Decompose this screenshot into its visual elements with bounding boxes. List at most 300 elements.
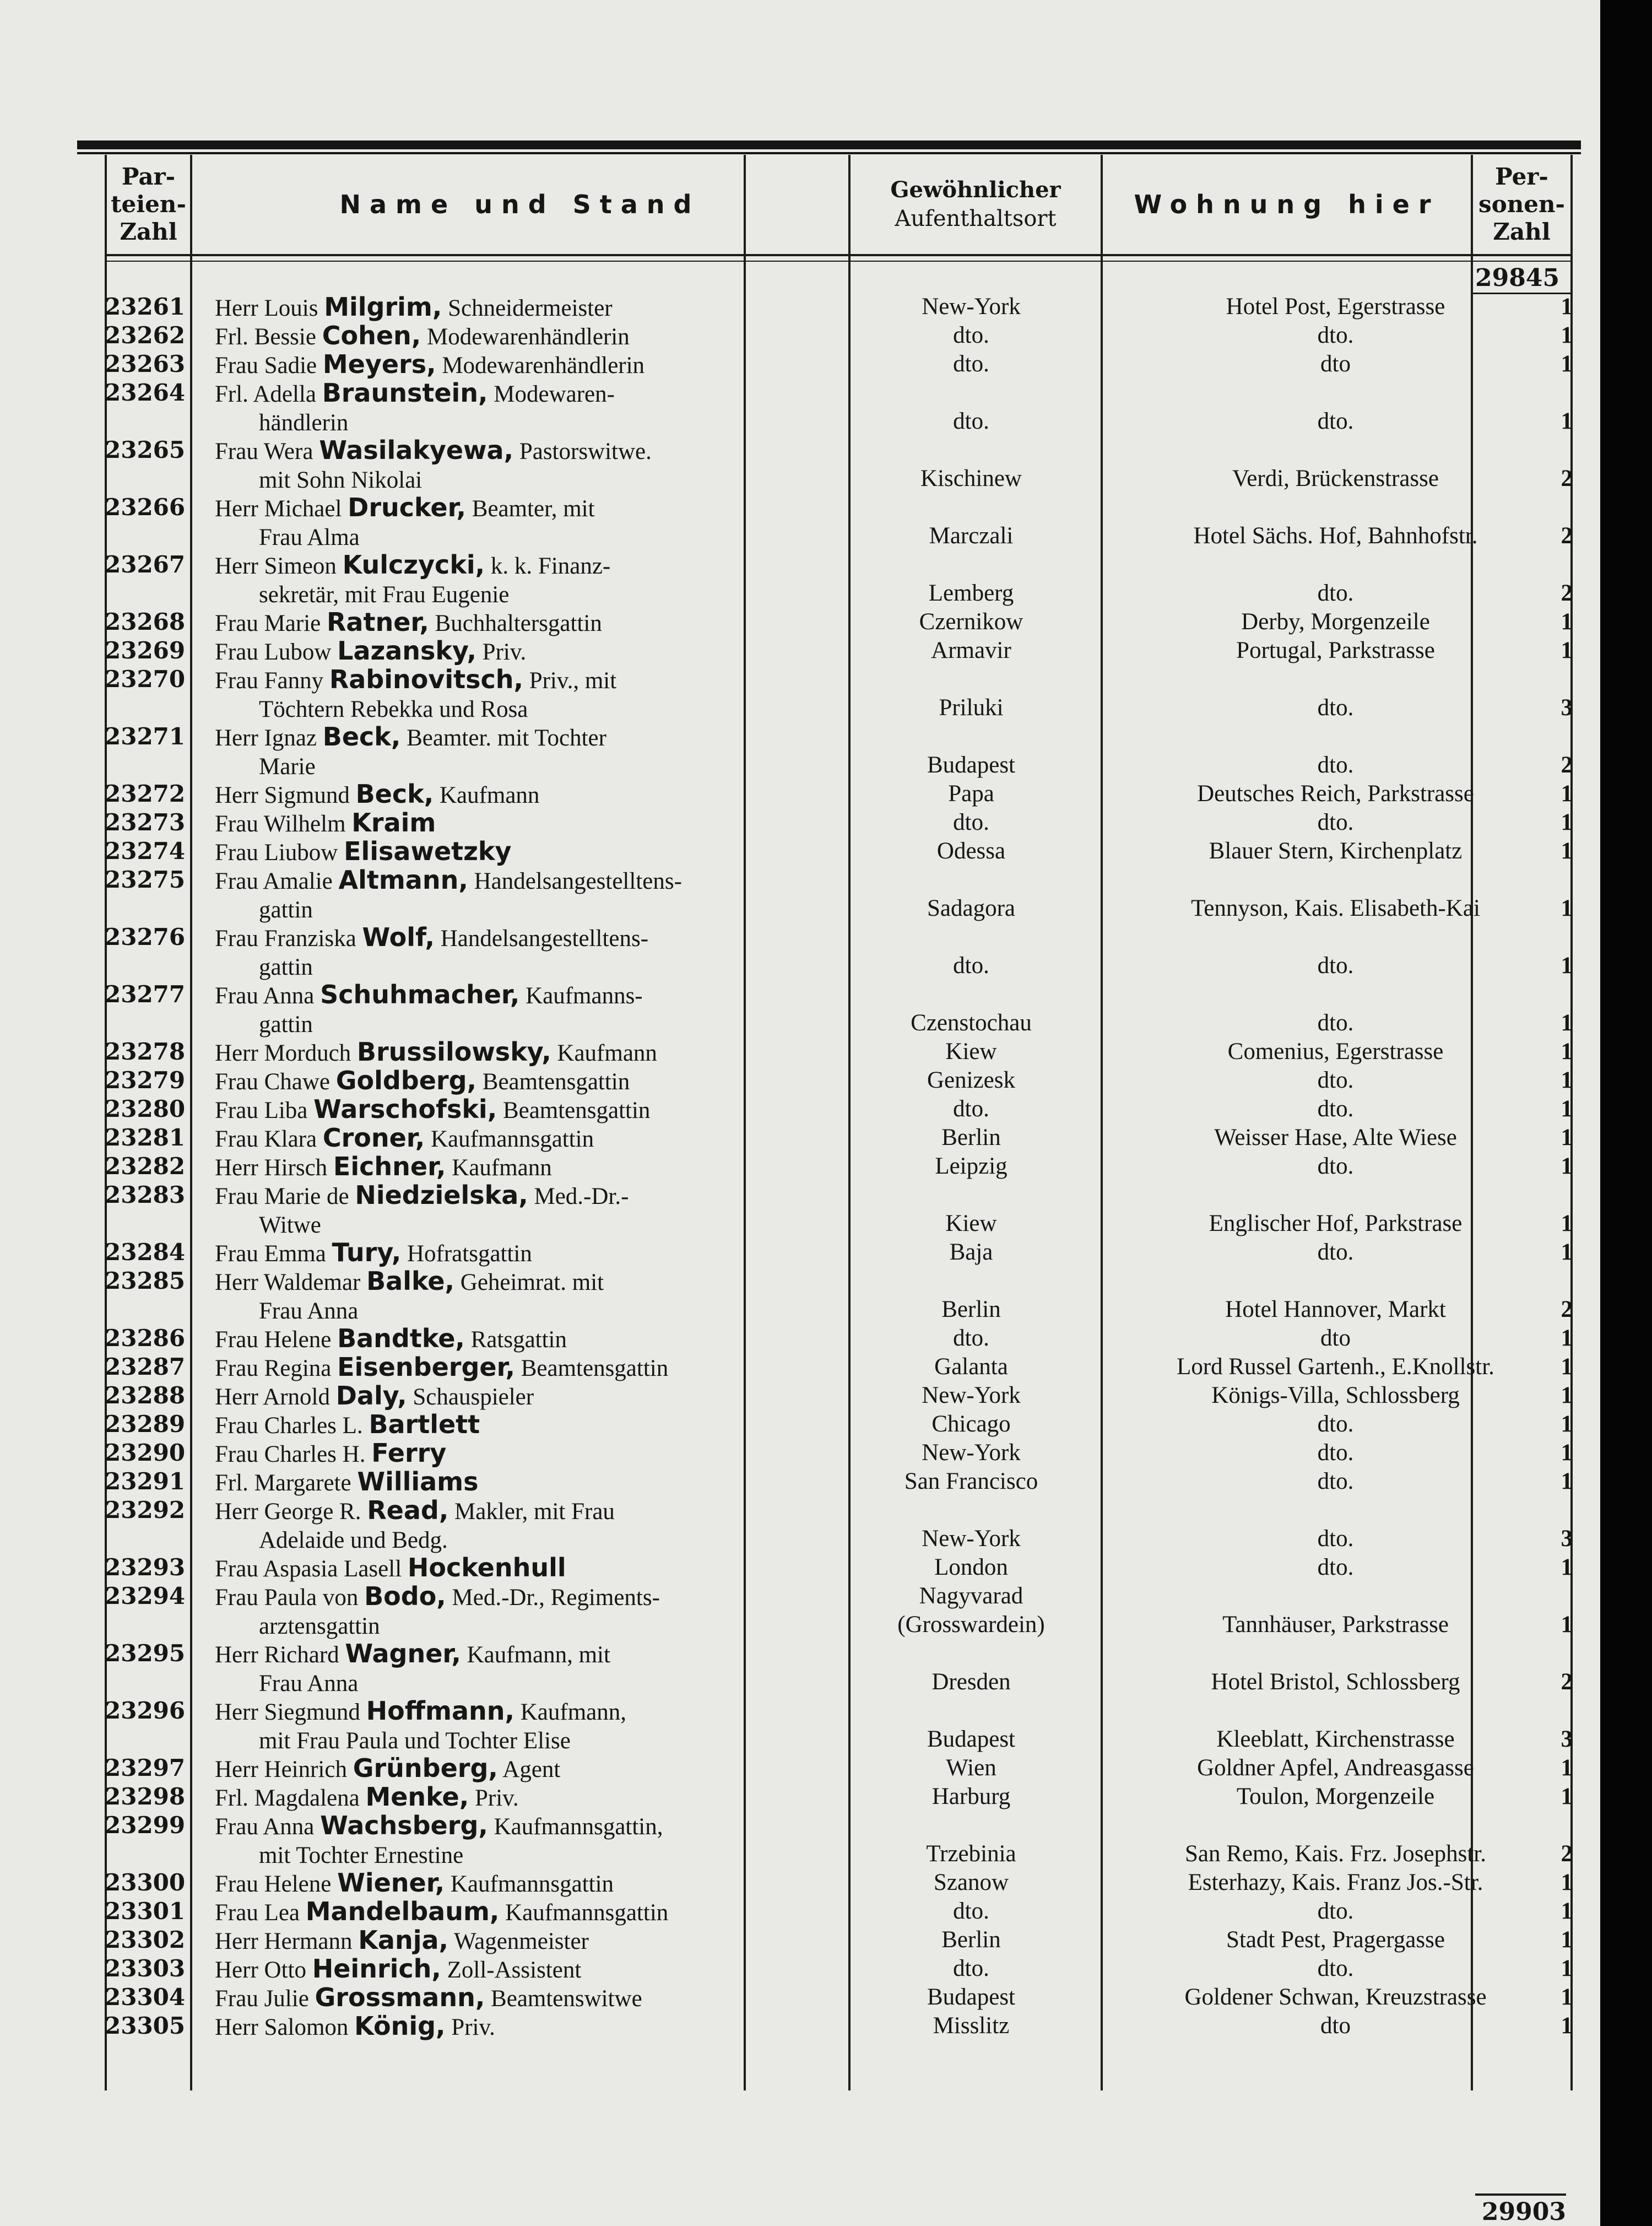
person-count: 1 xyxy=(1561,1898,1573,1924)
name-and-status xyxy=(215,1582,835,1641)
party-number: 23296 xyxy=(105,1697,186,1724)
guest-surname: Daly, xyxy=(335,1381,407,1411)
guest-occupation: Kaufmann xyxy=(439,782,540,808)
header-usual-residence: Gewöhnlicher Aufenthaltsort xyxy=(890,177,1061,231)
person-count: 2 xyxy=(1561,523,1573,549)
party-number: 23270 xyxy=(105,666,186,693)
lodging-address: dto. xyxy=(1317,1468,1354,1494)
guest-occupation: Ratsgattin xyxy=(470,1327,567,1353)
table-row xyxy=(105,1381,1573,1410)
table-row xyxy=(105,350,1573,379)
person-count: 1 xyxy=(1561,953,1573,979)
carry-over-total: 29845 xyxy=(1475,264,1560,292)
lodging-address: Comenius, Egerstrasse xyxy=(1227,1039,1444,1065)
guest-title-firstname: Frau Fanny xyxy=(215,668,324,694)
name-continuation: Frau Anna xyxy=(259,1298,359,1324)
party-number: 23269 xyxy=(105,637,186,664)
table-row xyxy=(105,436,1573,493)
entries-list xyxy=(105,293,1573,2040)
party-number: 23295 xyxy=(105,1640,186,1667)
guest-occupation: Priv. xyxy=(482,639,527,665)
guest-surname: Grünberg, xyxy=(353,1753,498,1783)
guest-title-firstname: Herr Salomon xyxy=(215,2014,349,2040)
name-and-status xyxy=(215,1267,835,1326)
name-and-status xyxy=(215,1439,835,1469)
party-number: 23266 xyxy=(105,494,186,521)
usual-residence: Armavir xyxy=(931,637,1011,663)
usual-residence: New-York xyxy=(922,1526,1021,1552)
guest-surname: Lazansky, xyxy=(337,636,476,666)
guest-title-firstname: Frl. Adella xyxy=(215,381,316,407)
guest-surname: Ferry xyxy=(371,1438,447,1468)
table-row xyxy=(105,1038,1573,1066)
guest-title-firstname: Herr Arnold xyxy=(215,1384,330,1410)
party-number: 23303 xyxy=(105,1955,186,1982)
table-row xyxy=(105,1868,1573,1897)
table-row xyxy=(105,1811,1573,1868)
person-count: 1 xyxy=(1561,294,1573,320)
guest-title-firstname: Frau Liubow xyxy=(215,840,338,866)
guest-title-firstname: Herr Waldemar xyxy=(215,1269,361,1295)
usual-residence: Wien xyxy=(946,1755,996,1781)
usual-residence xyxy=(847,1582,1095,1639)
lodging-address: Tannhäuser, Parkstrasse xyxy=(1222,1612,1449,1638)
guest-title-firstname: Herr Hirsch xyxy=(215,1155,328,1181)
table-row xyxy=(105,379,1573,436)
guest-title-firstname: Frau Marie xyxy=(215,610,321,636)
guest-surname: Milgrim, xyxy=(324,292,442,322)
name-continuation: arztensgattin xyxy=(259,1613,380,1639)
lodging-address: dto xyxy=(1320,351,1351,377)
guest-title-firstname: Frau Wera xyxy=(215,439,313,464)
table-row xyxy=(105,1782,1573,1811)
name-continuation: gattin xyxy=(259,1012,313,1038)
table-row xyxy=(105,1467,1573,1496)
usual-residence: London xyxy=(934,1554,1008,1580)
guest-surname: Bandtke, xyxy=(337,1323,465,1353)
guest-surname: Menke, xyxy=(365,1782,469,1812)
guest-title-firstname: Frl. Bessie xyxy=(215,324,316,350)
usual-residence: New-York xyxy=(922,1382,1021,1408)
guest-title-firstname: Herr Richard xyxy=(215,1642,339,1668)
guest-occupation: Kaufmann, mit xyxy=(467,1642,610,1668)
lodging-address: dto. xyxy=(1317,752,1354,778)
guest-title-firstname: Frau Lea xyxy=(215,1900,300,1926)
header-rule-thin xyxy=(105,261,1573,262)
table-row xyxy=(105,2012,1573,2040)
name-and-status xyxy=(215,1897,835,1927)
usual-residence: New-York xyxy=(922,294,1021,320)
guest-surname: Warschofski, xyxy=(313,1094,497,1124)
person-count: 1 xyxy=(1561,408,1573,434)
person-count: 2 xyxy=(1561,580,1573,606)
name-and-status xyxy=(215,1038,835,1068)
lodging-address: Königs-Villa, Schlossberg xyxy=(1211,1382,1460,1408)
name-and-status xyxy=(215,1696,835,1755)
table-row xyxy=(105,1324,1573,1353)
guest-occupation: Modewarenhändlerin xyxy=(442,353,645,379)
lodging-address: dto. xyxy=(1317,1411,1354,1437)
guest-register-table xyxy=(105,155,1573,2226)
name-and-status xyxy=(215,1181,835,1240)
lodging-address: Stadt Pest, Pragergasse xyxy=(1226,1927,1445,1953)
name-continuation: mit Tochter Ernestine xyxy=(259,1843,464,1868)
usual-residence: dto. xyxy=(953,1898,989,1924)
usual-residence: Chicago xyxy=(931,1411,1011,1437)
table-row xyxy=(105,1410,1573,1439)
lodging-address: Esterhazy, Kais. Franz Jos.-Str. xyxy=(1188,1870,1483,1895)
name-continuation: Marie xyxy=(259,754,316,780)
guest-title-firstname: Frau Helene xyxy=(215,1871,332,1897)
name-and-status xyxy=(215,1496,835,1555)
name-and-status xyxy=(215,980,835,1039)
name-and-status xyxy=(215,1381,835,1412)
lodging-address: dto. xyxy=(1317,1239,1354,1265)
party-number: 23288 xyxy=(105,1382,186,1409)
guest-title-firstname: Frau Anna xyxy=(215,983,315,1009)
lodging-address: Englischer Hof, Parkstrase xyxy=(1209,1211,1463,1236)
person-count: 1 xyxy=(1561,1927,1573,1953)
guest-occupation: Beamtenswitwe xyxy=(491,1986,642,2012)
party-number: 23281 xyxy=(105,1124,186,1151)
guest-title-firstname: Frau Amalie xyxy=(215,868,333,894)
name-and-status xyxy=(215,1410,835,1440)
table-row xyxy=(105,1066,1573,1095)
person-count: 1 xyxy=(1561,781,1573,807)
lodging-address: San Remo, Kais. Frz. Josephstr. xyxy=(1184,1841,1487,1867)
name-and-status xyxy=(215,923,835,982)
usual-residence: Dresden xyxy=(931,1669,1011,1695)
table-row xyxy=(105,1496,1573,1553)
guest-occupation: Modewaren- xyxy=(494,381,615,407)
party-number: 23289 xyxy=(105,1411,186,1438)
person-count: 1 xyxy=(1561,1755,1573,1781)
guest-title-firstname: Herr Louis xyxy=(215,295,318,321)
lodging-address: dto. xyxy=(1317,1010,1354,1036)
guest-occupation: Beamtensgattin xyxy=(482,1069,630,1095)
guest-occupation: Kaufmanns- xyxy=(526,983,643,1009)
usual-residence: Kischinew xyxy=(920,466,1022,491)
guest-title-firstname: Herr George R. xyxy=(215,1499,361,1525)
usual-residence: Budapest xyxy=(927,1984,1016,2010)
guest-surname: Eisenberger, xyxy=(337,1352,515,1382)
usual-residence: Trzebinia xyxy=(926,1841,1016,1867)
guest-occupation: Kaufmannsgattin, xyxy=(494,1814,663,1840)
guest-title-firstname: Herr Michael xyxy=(215,496,342,522)
usual-residence: dto. xyxy=(953,953,989,979)
guest-title-firstname: Herr Sigmund xyxy=(215,782,350,808)
name-and-status xyxy=(215,1553,835,1584)
guest-surname: Rabinovitsch, xyxy=(329,664,523,694)
usual-residence: Odessa xyxy=(936,838,1006,864)
residence-line: Nagyvarad xyxy=(919,1583,1023,1609)
guest-surname: Tury, xyxy=(332,1238,402,1267)
table-row xyxy=(105,1897,1573,1926)
party-number: 23268 xyxy=(105,608,186,635)
name-and-status xyxy=(215,1754,835,1784)
guest-title-firstname: Frau Klara xyxy=(215,1126,317,1152)
top-rule-thin xyxy=(77,152,1581,154)
name-continuation: händlerin xyxy=(259,410,349,436)
party-number: 23284 xyxy=(105,1239,186,1266)
guest-occupation: Priv. xyxy=(474,1785,519,1811)
table-row xyxy=(105,665,1573,722)
table-row xyxy=(105,1954,1573,1983)
guest-surname: Cohen, xyxy=(322,321,421,350)
name-and-status xyxy=(215,1639,835,1698)
usual-residence: New-York xyxy=(922,1440,1021,1466)
table-row xyxy=(105,1152,1573,1181)
person-count: 1 xyxy=(1561,1984,1573,2010)
person-count: 1 xyxy=(1561,1354,1573,1380)
page-total: 29903 xyxy=(1475,2193,1566,2226)
party-number: 23293 xyxy=(105,1554,186,1581)
name-and-status xyxy=(215,1095,835,1125)
party-number: 23291 xyxy=(105,1468,186,1495)
name-and-status xyxy=(215,1782,835,1813)
party-number: 23302 xyxy=(105,1926,186,1953)
guest-title-firstname: Herr Morduch xyxy=(215,1040,351,1066)
header-person-count: Per- sonen- Zahl xyxy=(1478,163,1565,245)
lodging-address: Hotel Bristol, Schlossberg xyxy=(1211,1669,1460,1695)
name-continuation: Adelaide und Bedg. xyxy=(259,1527,448,1553)
table-row xyxy=(105,1639,1573,1696)
table-row xyxy=(105,1353,1573,1381)
guest-surname: Bartlett xyxy=(369,1409,480,1439)
name-and-status xyxy=(215,1467,835,1498)
party-number: 23276 xyxy=(105,923,186,950)
lodging-address: dto. xyxy=(1317,809,1354,835)
guest-title-firstname: Frau Charles H. xyxy=(215,1441,366,1467)
party-number: 23285 xyxy=(105,1267,186,1294)
name-and-status xyxy=(215,1238,835,1268)
table-row xyxy=(105,1754,1573,1782)
header-party-number: Par- teien- Zahl xyxy=(111,163,186,245)
lodging-address: dto. xyxy=(1317,1153,1354,1179)
lodging-address: Goldener Schwan, Kreuzstrasse xyxy=(1184,1984,1487,2010)
guest-occupation: Med.-Dr., Regiments- xyxy=(452,1585,660,1611)
table-row xyxy=(105,722,1573,780)
name-continuation: mit Sohn Nikolai xyxy=(259,467,423,493)
guest-title-firstname: Frl. Margarete xyxy=(215,1470,351,1496)
guest-surname: Wachsberg, xyxy=(320,1811,488,1840)
guest-surname: Niedzielska, xyxy=(355,1180,528,1210)
guest-occupation: Modewarenhändlerin xyxy=(426,324,630,350)
guest-title-firstname: Frau Anna xyxy=(215,1814,315,1840)
party-number: 23265 xyxy=(105,436,186,463)
name-and-status xyxy=(215,1868,835,1899)
lodging-address: dto. xyxy=(1317,1096,1354,1122)
usual-residence: Papa xyxy=(948,781,994,807)
party-number: 23272 xyxy=(105,780,186,807)
table-row xyxy=(105,980,1573,1038)
lodging-address: Deutsches Reich, Parkstrasse xyxy=(1197,781,1474,807)
usual-residence: Marczali xyxy=(929,523,1014,549)
guest-occupation: Kaufmann xyxy=(452,1155,552,1181)
party-number: 23264 xyxy=(105,379,186,406)
guest-title-firstname: Herr Heinrich xyxy=(215,1757,347,1782)
usual-residence: dto. xyxy=(953,408,989,434)
guest-occupation: Kaufmannsgattin xyxy=(505,1900,669,1926)
guest-title-firstname: Herr Hermann xyxy=(215,1928,353,1954)
guest-surname: Brussilowsky, xyxy=(356,1037,551,1067)
person-count: 1 xyxy=(1561,1096,1573,1122)
person-count: 1 xyxy=(1561,1211,1573,1236)
person-count: 1 xyxy=(1561,1382,1573,1408)
usual-residence: Budapest xyxy=(927,1726,1016,1752)
name-and-status xyxy=(215,1983,835,2013)
lodging-address: Hotel Sächs. Hof, Bahnhofstr. xyxy=(1193,523,1478,549)
guest-title-firstname: Frau Wilhelm xyxy=(215,811,346,837)
party-number: 23304 xyxy=(105,1984,186,2011)
guest-surname: Drucker, xyxy=(348,493,467,522)
guest-surname: Beck, xyxy=(355,779,434,809)
name-and-status xyxy=(215,722,835,781)
guest-occupation: Hofratsgattin xyxy=(407,1241,532,1267)
guest-occupation: Wagenmeister xyxy=(453,1928,589,1954)
lodging-address: dto. xyxy=(1317,1554,1354,1580)
guest-occupation: Kaufmannsgattin xyxy=(430,1126,594,1152)
name-and-status xyxy=(215,1926,835,1956)
name-and-status xyxy=(215,780,835,810)
person-count: 1 xyxy=(1561,838,1573,864)
guest-occupation: Kaufmannsgattin xyxy=(450,1871,614,1897)
guest-surname: Bodo, xyxy=(364,1581,446,1611)
name-and-status xyxy=(215,436,835,495)
person-count: 2 xyxy=(1561,752,1573,778)
guest-surname: Read, xyxy=(367,1495,449,1525)
table-row xyxy=(105,1439,1573,1467)
person-count: 1 xyxy=(1561,609,1573,635)
guest-surname: Braunstein, xyxy=(322,378,488,408)
usual-residence: San Francisco xyxy=(904,1468,1038,1494)
party-number: 23292 xyxy=(105,1496,186,1523)
lodging-address: Derby, Morgenzeile xyxy=(1241,609,1430,635)
lodging-address: Hotel Hannover, Markt xyxy=(1225,1296,1446,1322)
table-row xyxy=(105,1696,1573,1754)
name-and-status xyxy=(215,1066,835,1096)
table-row xyxy=(105,1983,1573,2012)
guest-surname: Beck, xyxy=(322,722,401,752)
name-and-status xyxy=(215,379,835,437)
table-row xyxy=(105,1267,1573,1324)
guest-title-firstname: Herr Ignaz xyxy=(215,725,317,751)
guest-title-firstname: Frau Aspasia Lasell xyxy=(215,1556,402,1582)
party-number: 23262 xyxy=(105,322,186,349)
guest-title-firstname: Frau Charles L. xyxy=(215,1413,363,1439)
party-number: 23271 xyxy=(105,723,186,750)
guest-occupation: Handelsangestelltens- xyxy=(440,926,649,952)
guest-occupation: Schauspieler xyxy=(413,1384,534,1410)
guest-occupation: Beamtensgattin xyxy=(521,1355,669,1381)
name-and-status xyxy=(215,1954,835,1985)
name-and-status xyxy=(215,1324,835,1354)
guest-occupation: Priv., mit xyxy=(529,668,617,694)
guest-surname: Elisawetzky xyxy=(344,836,512,866)
usual-residence: Berlin xyxy=(941,1296,1001,1322)
name-and-status xyxy=(215,350,835,380)
guest-title-firstname: Frau Franziska xyxy=(215,926,356,952)
table-row xyxy=(105,1553,1573,1582)
table-row xyxy=(105,1582,1573,1639)
guest-surname: Mandelbaum, xyxy=(305,1897,500,1926)
person-count: 2 xyxy=(1561,1296,1573,1322)
guest-title-firstname: Frau Sadie xyxy=(215,353,317,379)
lodging-address: Kleeblatt, Kirchenstrasse xyxy=(1216,1726,1455,1752)
party-number: 23294 xyxy=(105,1582,186,1609)
lodging-address: Portugal, Parkstrasse xyxy=(1236,637,1435,663)
person-count: 1 xyxy=(1561,1125,1573,1150)
guest-surname: Williams xyxy=(357,1467,479,1496)
name-continuation: gattin xyxy=(259,897,313,923)
person-count: 3 xyxy=(1561,1726,1573,1752)
name-and-status xyxy=(215,1152,835,1182)
person-count: 1 xyxy=(1561,1067,1573,1093)
usual-residence: Budapest xyxy=(927,752,1016,778)
guest-occupation: Makler, mit Frau xyxy=(454,1499,615,1525)
person-count: 1 xyxy=(1561,322,1573,348)
guest-surname: Kanja, xyxy=(358,1925,448,1955)
guest-surname: Hoffmann, xyxy=(366,1696,514,1726)
table-row xyxy=(105,1238,1573,1267)
guest-title-firstname: Frau Chawe xyxy=(215,1069,330,1095)
guest-surname: Grossmann, xyxy=(315,1982,485,2012)
usual-residence: Czernikow xyxy=(919,609,1023,635)
party-number: 23290 xyxy=(105,1439,186,1466)
party-number: 23278 xyxy=(105,1038,186,1065)
usual-residence: dto. xyxy=(953,322,989,348)
name-and-status xyxy=(215,636,835,667)
lodging-address: dto. xyxy=(1317,322,1354,348)
guest-occupation: Pastorswitwe. xyxy=(519,439,652,464)
lodging-address: Tennyson, Kais. Elisabeth-Kai xyxy=(1191,895,1480,921)
usual-residence: dto. xyxy=(953,1096,989,1122)
lodging-address: Weisser Hase, Alte Wiese xyxy=(1214,1125,1457,1150)
usual-residence: Genizesk xyxy=(927,1067,1015,1093)
table-row xyxy=(105,493,1573,550)
guest-title-firstname: Frau Regina xyxy=(215,1355,332,1381)
table-row xyxy=(105,636,1573,665)
guest-occupation: Handelsangestelltens- xyxy=(474,868,682,894)
table-row xyxy=(105,550,1573,608)
person-count: 1 xyxy=(1561,1010,1573,1036)
table-row xyxy=(105,1181,1573,1238)
lodging-address: dto xyxy=(1320,2013,1351,2039)
lodging-address: dto. xyxy=(1317,953,1354,979)
lodging-address: Hotel Post, Egerstrasse xyxy=(1226,294,1445,320)
guest-occupation: Kaufmann, xyxy=(520,1699,626,1725)
usual-residence: Leipzig xyxy=(935,1153,1008,1179)
name-and-status xyxy=(215,493,835,552)
usual-residence: Baja xyxy=(949,1239,993,1265)
name-and-status xyxy=(215,1123,835,1154)
party-number: 23279 xyxy=(105,1067,186,1094)
table-row xyxy=(105,808,1573,837)
table-row xyxy=(105,1123,1573,1152)
name-continuation: Witwe xyxy=(259,1212,321,1238)
guest-surname: Heinrich, xyxy=(312,1954,441,1984)
name-continuation: sekretär, mit Frau Eugenie xyxy=(259,582,510,608)
header-rule xyxy=(105,254,1573,256)
guest-occupation: Schneidermeister xyxy=(448,295,613,321)
guest-occupation: Zoll-Assistent xyxy=(447,1957,582,1983)
usual-residence: Berlin xyxy=(941,1927,1001,1953)
party-number: 23273 xyxy=(105,809,186,836)
guest-surname: Goldberg, xyxy=(335,1066,477,1095)
usual-residence: Misslitz xyxy=(933,2013,1010,2039)
lodging-address: Blauer Stern, Kirchenplatz xyxy=(1209,838,1463,864)
guest-title-firstname: Frau Helene xyxy=(215,1327,332,1353)
